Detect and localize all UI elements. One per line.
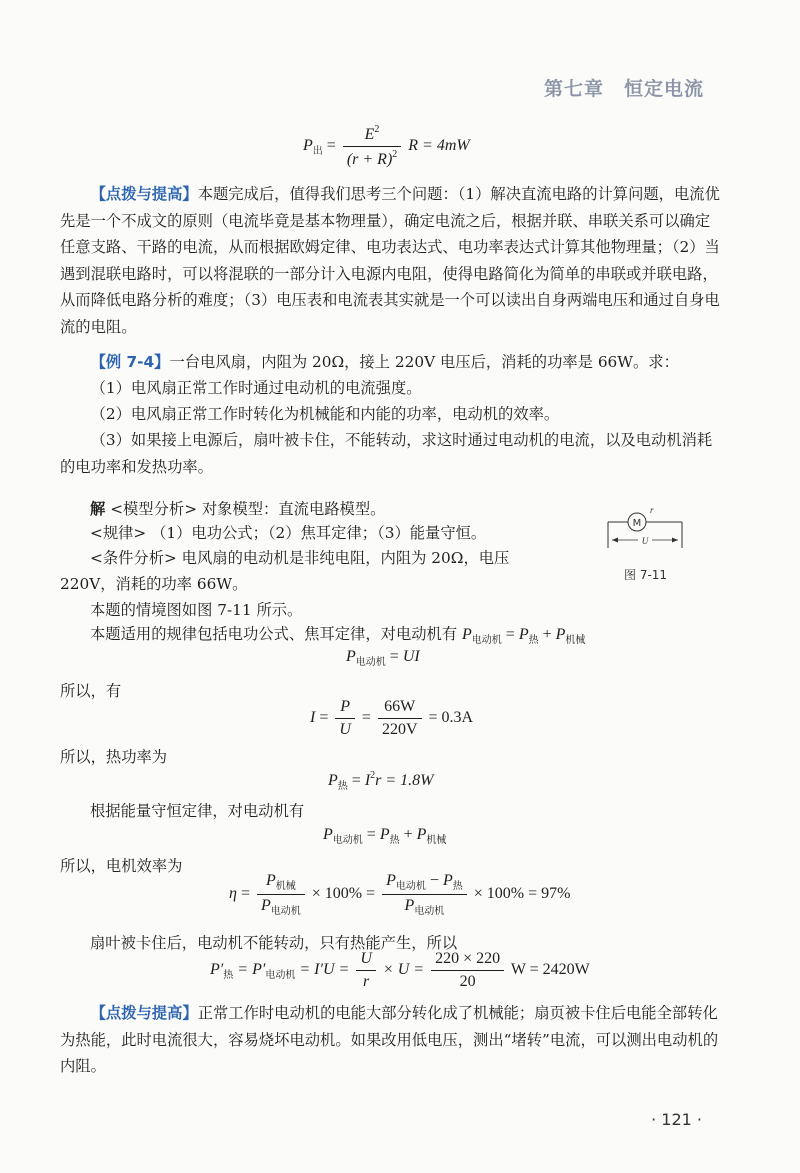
formula-stuck-power: $P'_热 = P'_{电动机} = I'U$ = $\frac{U}{r}$ × U = $\frac{220 \times 220}{20}$ W = 2420W (210, 950, 590, 990)
formula-current: I = $\frac{P}{U}$ = $\frac{66W}{220V}$ = 0.3A (310, 698, 474, 738)
solution-figure-ref: 本题的情境图如图 7-11 所示。 (90, 601, 303, 619)
figure-caption: 图 7-11 (624, 568, 668, 582)
formula-efficiency: η = $\frac{P_{机械}}{P_{电动机}}$ × 100% = $\frac{P_{电动机} - P_热}{P_{电动机}}$ × 100% = 97% (229, 872, 571, 917)
question-3: （3）如果接上电源后，扇叶被卡住，不能转动，求这时通过电动机的电流，以及电动机消耗的电功率和发热功率。 (60, 431, 713, 476)
solution-conditions-cont: 220V，消耗的功率 66W。 (60, 575, 248, 593)
solution-rules: 本题适用的规律包括电功公式、焦耳定律，对电动机有 $P_{电动机} = P_热 + P_{机械}$ (90, 625, 586, 646)
formula-output-power: $P_出$ = $\frac{E^2}{(r + R)^2}$ R = 4mW (303, 124, 470, 168)
u-label: U (641, 536, 649, 546)
chapter-header: 第七章 恒定电流 (543, 78, 704, 100)
tip-paragraph-2: 【点拨与提高】正常工作时电动机的电能大部分转化成了机械能；扇页被卡住后电能全部转化为热能，此时电流很大，容易烧坏电动机。如果改用低电压，测出“堵转”电流，可以测出电动机的内阻。 (60, 1004, 719, 1075)
text-stuck: 扇叶被卡住后，电动机不能转动，只有热能产生，所以 (90, 934, 458, 952)
formula-p-ui: $P_{电动机}$ = UI (346, 648, 420, 668)
solution-laws: <规律> （1）电功公式；（2）焦耳定律；（3）能量守恒。 (90, 524, 487, 542)
solution-conditions: <条件分析> 电风扇的电动机是非纯电阻，内阻为 20Ω，电压 (90, 549, 510, 567)
question-2: （2）电风扇正常工作时转化为机械能和内能的功率，电动机的效率。 (90, 405, 560, 423)
text-so-heat: 所以，热功率为 (60, 748, 168, 766)
text-so-you: 所以，有 (60, 682, 122, 700)
r-label: r (650, 508, 654, 515)
tip-paragraph-1: 【点拨与提高】本题完成后，值得我们思考三个问题：（1）解决直流电路的计算问题，电流优先是一个不成文的原则（电流毕竟是基本物理量），确定电流之后，根据并联、串联关系可以确定任意支路、干路的电流，从而根据欧姆定律、电功表达式、电功率表达式计算其他物理量；（2）当遇到混联电路时，可以将混联的一部分计入电源内电阻，使得电路简化为简单的串联或并联电路，从而降低电路分析的难度；（3）电压表和电流表其实就是一个可以读出自身两端电压和通过自身电流的电阻。 (60, 185, 720, 336)
solution-model: 解 <模型分析> 对象模型：直流电路模型。 (90, 500, 386, 518)
question-1: （1）电风扇正常工作时通过电动机的电流强度。 (90, 379, 422, 397)
page-number: · 121 · (651, 1110, 702, 1129)
example-statement: 【例 7-4】一台电风扇，内阻为 20Ω，接上 220V 电压后，消耗的功率是 66W。求： (90, 353, 679, 371)
formula-energy-balance: $P_{电动机} = P_热 + P_{机械}$ (323, 826, 447, 846)
text-so-efficiency: 所以，电机效率为 (60, 857, 183, 875)
motor-label: M (632, 518, 642, 529)
formula-heat-power: $P_热 = I^2r = 1.8W$ (328, 770, 434, 792)
text-energy: 根据能量守恒定律，对电动机有 (90, 802, 305, 820)
